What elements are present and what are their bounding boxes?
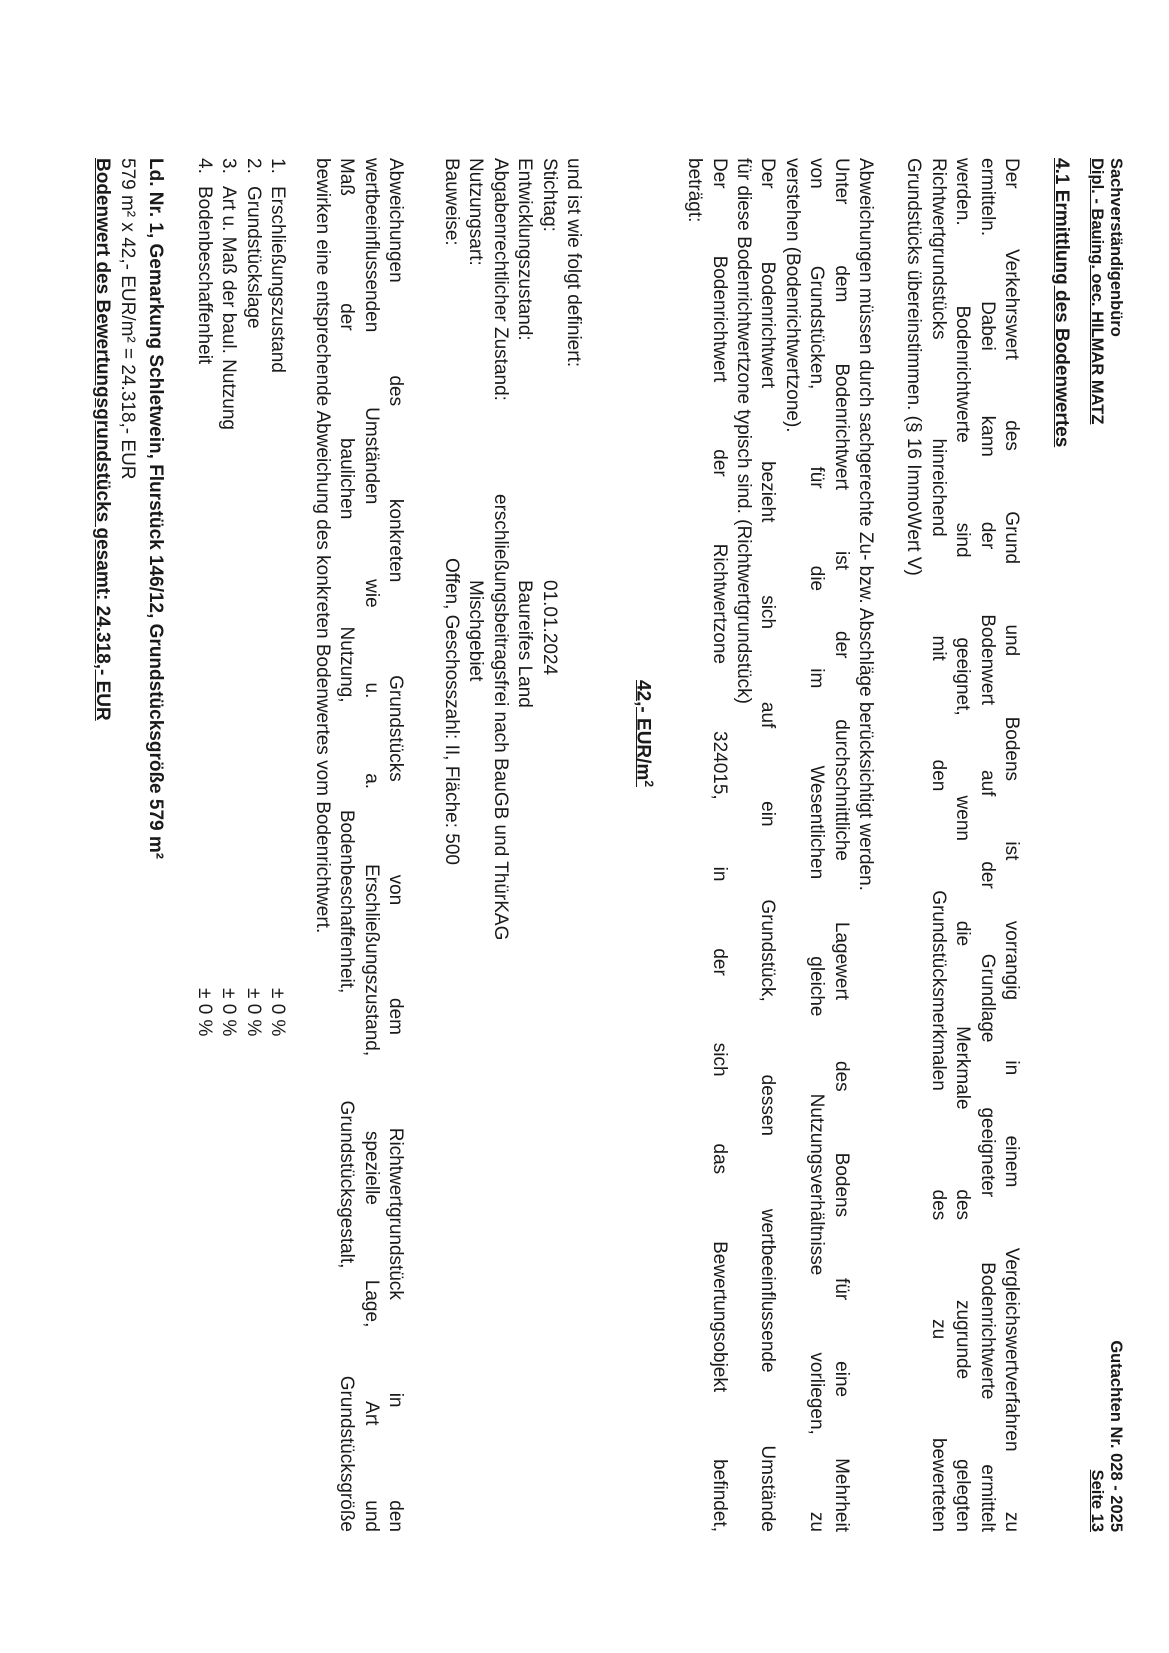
list-item: 1. Erschließungszustand ± 0 % — [267, 158, 288, 1037]
paragraph-deviations — [682, 158, 877, 1532]
text-line: Grundstücks übereinstimmen. (§ 16 ImmoWert V) — [903, 158, 925, 576]
calculation-line: 579 m² x 42,- EUR/m² = 24.318,- EUR — [116, 158, 138, 480]
text-line: beträgt: — [684, 158, 706, 223]
text-line: werden. Bodenrichtwerte sind geeignet, wenn die Merkmale des zugrunde gelegten — [952, 158, 974, 1532]
definition-row: Nutzungsart: Mischgebiet — [465, 158, 487, 682]
land-value-price: 42,- EUR/$m^2$ — [632, 680, 656, 787]
text-line: Abweichungen müssen durch sachgerechte Zu- bzw. Abschläge berücksichtigt werden. — [855, 158, 876, 891]
land-value-price-row — [632, 158, 661, 1532]
page-header — [1075, 150, 1125, 1540]
definition-row: Stichtag: 01.01.2024 — [538, 158, 560, 676]
text-line: bewirken eine entsprechende Abweichung des konkreten Bodenwertes vom Bodenrichtwert. — [311, 158, 333, 934]
parcel-line: Ld. Nr. 1, Gemarkung Schletwein, Flurstück 146/12, Grundstücksgröße 579 m² — [145, 158, 166, 860]
document-page — [85, 150, 1125, 1540]
definition-row: Bauweise: Offen, Geschosszahl: II, Fläche: 500 — [441, 158, 463, 865]
list-item: 4. Bodenbeschaffenheit ± 0 % — [193, 158, 215, 1037]
text-line: für diese Bodenrichtwertzone typisch sind. (Richtwertgrundstück) — [732, 158, 754, 704]
text-line: Abweichungen des konkreten Grundstücks von dem Richtwertgrundstück in den — [385, 158, 406, 1532]
text-line: Unter dem Bodenrichtwert ist der durchschnittliche Lagewert des Bodens für eine Mehrheit — [830, 158, 852, 1532]
text-line: Richtwertgrundstücks hinreichend mit den Grundstücksmerkmalen des zu bewerteten — [927, 158, 949, 1532]
list-item: 2. Grundstückslage ± 0 % — [242, 158, 264, 1037]
section-title: 4.1 Ermittlung des Bodenwertes — [1051, 158, 1072, 448]
text-line: verstehen (Bodenrichtwertzone). — [781, 158, 803, 433]
report-block — [1087, 1340, 1125, 1532]
author-name: Dipl. - Bauing. oec. HILMAR MATZ — [1088, 158, 1106, 425]
result-block — [90, 158, 167, 1532]
definition-row: Abgabenrechtlicher Zustand: erschließungsbeitragsfrei nach BauGB und ThürKAG — [489, 158, 511, 941]
text-line: wertbeeinflussenden Umständen wie u. a. Erschließungszustand, spezielle Lage, Art und — [360, 158, 382, 1532]
definition-block — [439, 158, 585, 1532]
text-line: ermitteln. Dabei kann der Bodenwert auf der Grundlage geeigneter Bodenrichtwerte ermittelt — [976, 158, 998, 1532]
text-line: Der Bodenrichtwert der Richtwertzone 324015, in der sich das Bewertungsobjekt befindet, — [708, 158, 730, 1532]
land-value-total: Bodenwert des Bewertungsgrundstücks gesamt: 24.318,- EUR — [92, 158, 114, 721]
list-item: 3. Art u. Maß der baul. Nutzung ± 0 % — [218, 158, 240, 1037]
office-block — [1087, 158, 1125, 424]
paragraph-adjustments — [309, 158, 407, 1532]
text-line: Der Verkehrswert des Grund und Bodens ist vorrangig in einem Vergleichswertverfahren zu — [1001, 158, 1022, 1532]
adjustment-list — [191, 158, 289, 1532]
report-number: Gutachten Nr. 028 - 2025 — [1107, 1340, 1125, 1532]
paragraph-intro — [901, 158, 1023, 1532]
text-line: Maß der baulichen Nutzung, Bodenbeschaffenheit, Grundstücksgestalt, Grundstücksgröße — [336, 158, 358, 1532]
page-number: Seite 13 — [1088, 1469, 1106, 1532]
definition-intro: und ist wie folgt definiert: — [563, 158, 584, 368]
definition-row: Entwicklungszustand: Baureifes Land — [514, 158, 536, 708]
text-line: von Grundstücken, für die im Wesentlichen gleiche Nutzungsverhältnisse vorliegen, zu — [806, 158, 828, 1532]
office-name: Sachverständigenbüro — [1107, 158, 1125, 337]
text-line: Der Bodenrichtwert bezieht sich auf ein Grundstück, dessen wertbeeinflussende Umstände — [757, 158, 779, 1532]
